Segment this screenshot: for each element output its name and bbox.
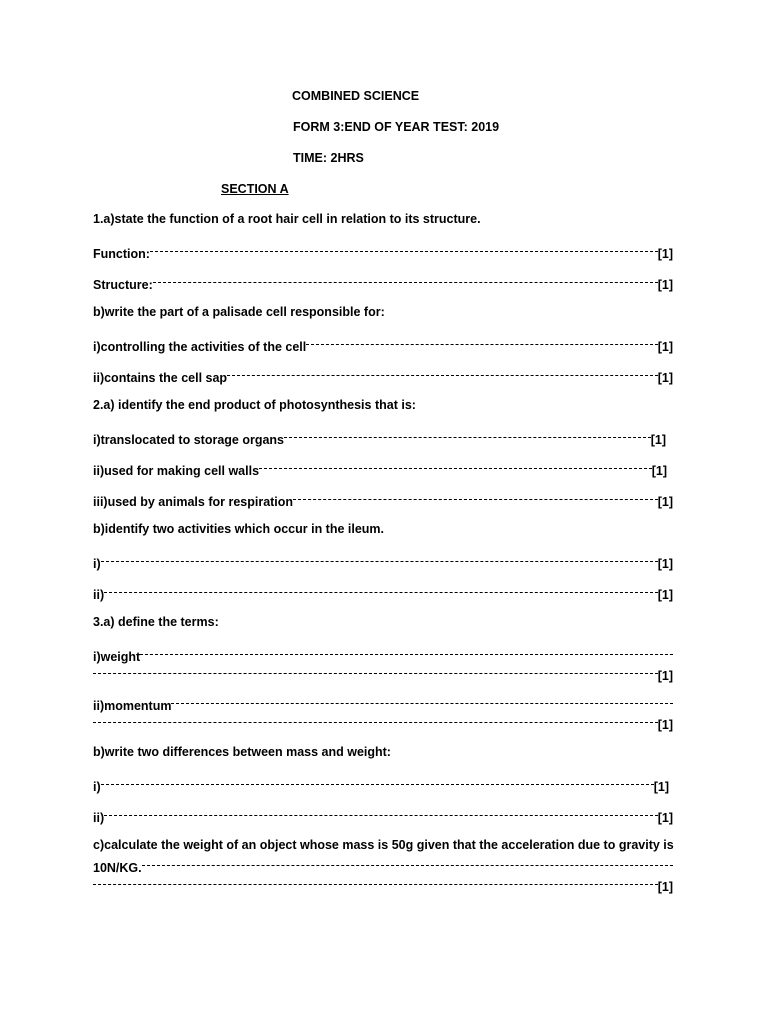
mark-allocation: [1]	[657, 880, 673, 894]
q3a-i-label: i)weight	[93, 650, 141, 664]
q2b-prompt: b)identify two activities which occur in the ileum.	[93, 522, 385, 536]
q3a-prompt: 3.a) define the terms:	[93, 615, 219, 629]
q3c-prompt-line2: 10N/KG.	[93, 861, 142, 875]
q3b-ii-label: ii)	[93, 811, 105, 825]
answer-blank	[153, 273, 658, 289]
answer-blank	[101, 552, 658, 568]
q3b-ii-line	[93, 806, 673, 826]
q2b-i-line	[93, 552, 673, 572]
answer-blank	[227, 366, 658, 382]
answer-blank	[93, 875, 658, 891]
q3b-prompt: b)write two differences between mass and weight:	[93, 745, 391, 759]
q3a-i-line	[93, 645, 673, 665]
q3a-ii-line	[93, 694, 673, 714]
form-title: FORM 3:END OF YEAR TEST: 2019	[293, 120, 500, 134]
q2a-ii-label: ii)used for making cell walls	[93, 464, 260, 478]
q2a-iii-line	[93, 490, 673, 510]
mark-allocation: [1]	[651, 464, 667, 478]
answer-blank	[104, 806, 658, 822]
mark-allocation: [1]	[657, 247, 673, 261]
answer-blank	[93, 713, 658, 729]
time-allowed: TIME: 2HRS	[293, 151, 364, 165]
q2a-iii-label: iii)used by animals for respiration	[93, 495, 294, 509]
mark-allocation: [1]	[657, 340, 673, 354]
answer-blank	[140, 645, 673, 661]
mark-allocation: [1]	[657, 718, 673, 732]
q1b-ii-line	[93, 366, 673, 386]
q3a-i-continuation	[93, 664, 673, 684]
q1a-structure-line	[93, 273, 673, 293]
q1a-prompt: 1.a)state the function of a root hair cell in relation to its structure.	[93, 212, 481, 226]
q2b-i-label: i)	[93, 557, 101, 571]
section-title: SECTION A	[221, 182, 289, 196]
answer-blank	[259, 459, 652, 475]
subject-title: COMBINED SCIENCE	[292, 89, 420, 103]
q2a-i-label: i)translocated to storage organs	[93, 433, 285, 447]
q3a-ii-label: ii)momentum	[93, 699, 172, 713]
mark-allocation: [1]	[657, 588, 673, 602]
answer-blank	[284, 428, 651, 444]
q3b-i-line	[93, 775, 669, 795]
mark-allocation: [1]	[657, 371, 673, 385]
q2a-i-line	[93, 428, 666, 448]
q1a-function-line	[93, 242, 673, 262]
q3c-prompt-line1: c)calculate the weight of an object whose mass is 50g given that the acceleration due to gravity is	[93, 838, 674, 852]
q1b-ii-label: ii)contains the cell sap	[93, 371, 228, 385]
q2a-prompt: 2.a) identify the end product of photosynthesis that is:	[93, 398, 416, 412]
q2a-ii-line	[93, 459, 667, 479]
answer-blank	[306, 335, 657, 351]
mark-allocation: [1]	[657, 811, 673, 825]
mark-allocation: [1]	[650, 433, 666, 447]
answer-blank	[171, 694, 673, 710]
q3b-i-label: i)	[93, 780, 101, 794]
mark-allocation: [1]	[653, 780, 669, 794]
q1a-function-label: Function:	[93, 247, 150, 261]
mark-allocation: [1]	[657, 278, 673, 292]
mark-allocation: [1]	[657, 557, 673, 571]
answer-blank	[104, 583, 658, 599]
q1b-i-label: i)controlling the activities of the cell	[93, 340, 307, 354]
q3c-continuation	[93, 875, 673, 895]
q2b-ii-line	[93, 583, 673, 603]
mark-allocation: [1]	[657, 495, 673, 509]
answer-blank	[101, 775, 654, 791]
q3c-line	[93, 856, 673, 876]
mark-allocation: [1]	[657, 669, 673, 683]
q2b-ii-label: ii)	[93, 588, 105, 602]
answer-blank	[150, 242, 658, 258]
q1b-i-line	[93, 335, 673, 355]
answer-blank	[293, 490, 658, 506]
q3a-ii-continuation	[93, 713, 673, 733]
answer-blank	[93, 664, 658, 680]
q1b-prompt: b)write the part of a palisade cell responsible for:	[93, 305, 385, 319]
q1a-structure-label: Structure:	[93, 278, 153, 292]
answer-blank	[142, 856, 673, 872]
